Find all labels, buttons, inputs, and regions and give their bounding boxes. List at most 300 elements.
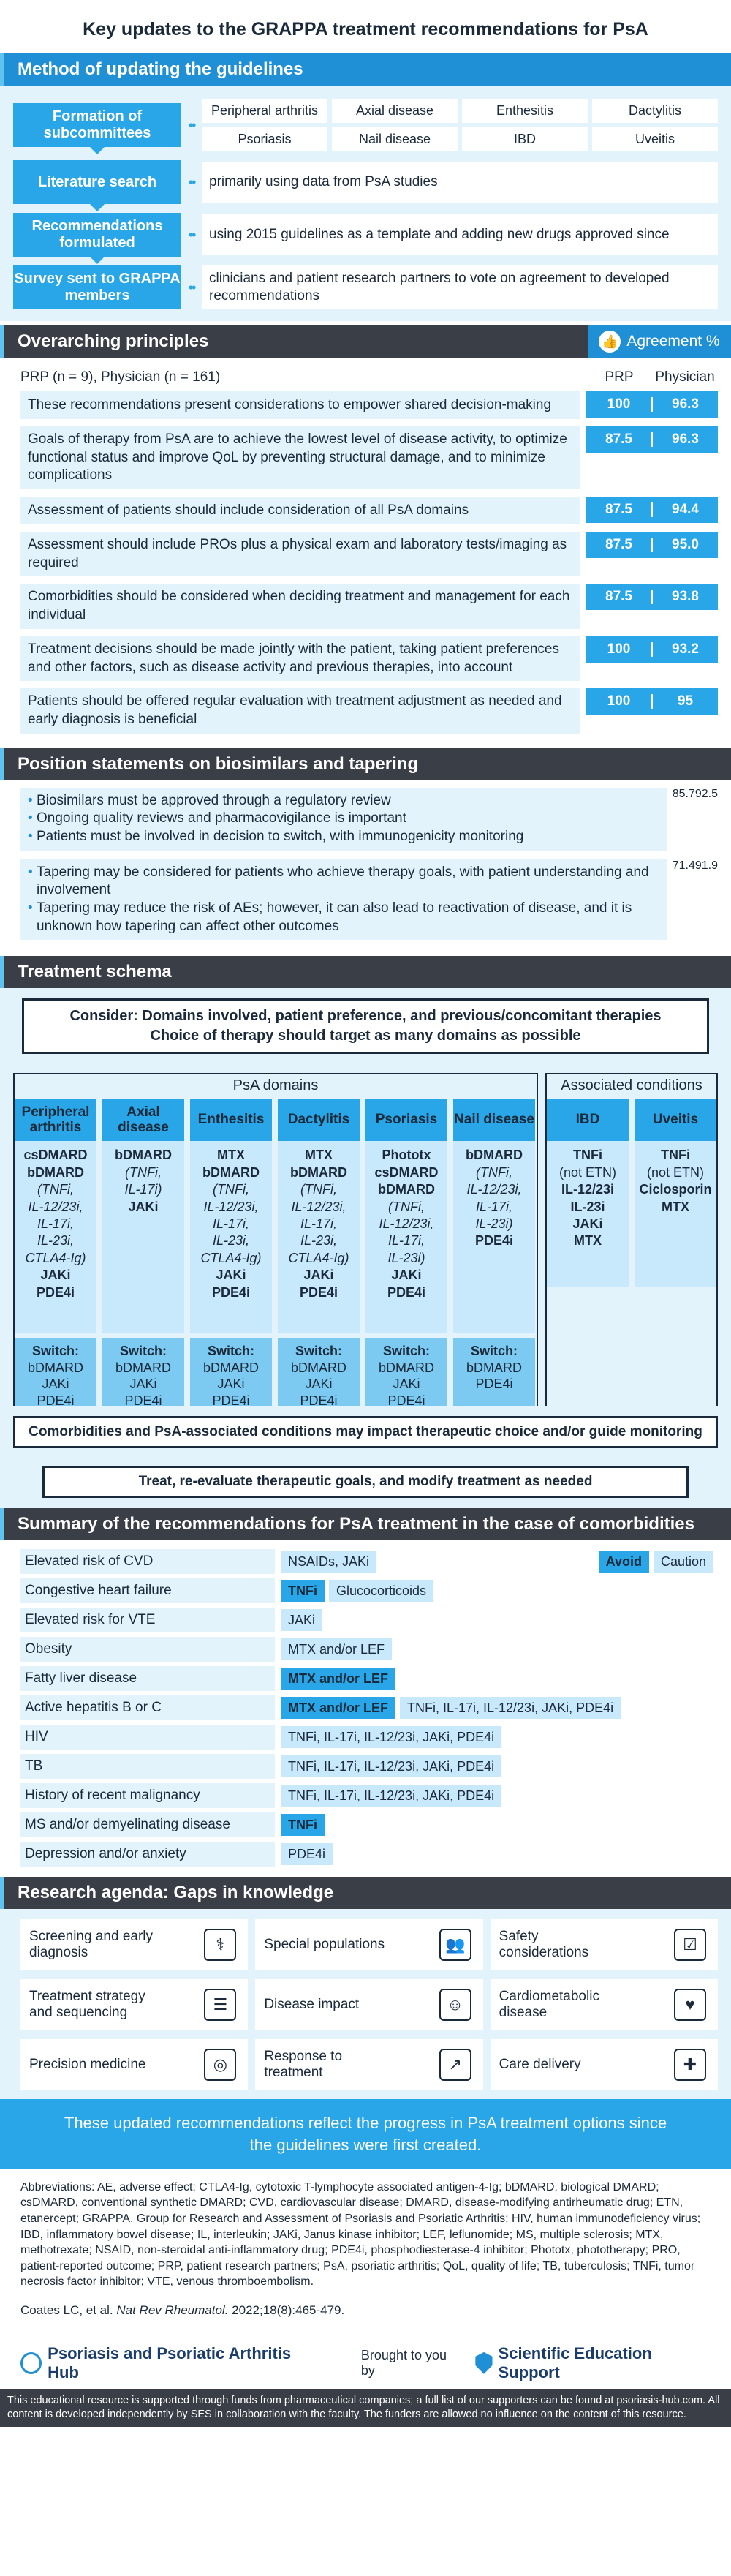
switch-line: Switch: [31, 1344, 79, 1359]
agreement-box [586, 391, 718, 418]
research-topic [255, 1979, 482, 2030]
prp-value: 87.5 [605, 432, 632, 447]
therapy-line: bDMARD [466, 1148, 523, 1163]
therapy-line: CTLA4-Ig) [200, 1250, 262, 1265]
prp-value: 100 [607, 693, 631, 709]
caution-tag: TNFi, IL-17i, IL-12/23i, JAKi, PDE4i [281, 1785, 501, 1807]
physician-value: 94.4 [672, 502, 699, 518]
therapy-line: IL-12/23i, [379, 1216, 434, 1231]
switch-line: bDMARD [202, 1360, 259, 1375]
therapy-line: bDMARD [290, 1164, 347, 1180]
caution-tag: PDE4i [281, 1843, 333, 1865]
caution-tag: MTX and/or LEF [281, 1638, 392, 1660]
subcommittee-item: Uveitis [592, 127, 718, 151]
method-row [13, 160, 718, 204]
page-title: Key updates to the GRAPPA treatment recommendations for PsA [83, 19, 648, 39]
comorbidity-row [20, 1754, 718, 1779]
subcommittee-item: Peripheral arthritis [202, 99, 327, 123]
domain-column [635, 1099, 716, 1287]
comorbidity-label: Elevated risk for VTE [20, 1608, 275, 1632]
therapy-line: (TNFi, [300, 1182, 337, 1197]
dots-icon: •• [188, 174, 195, 189]
research-topic [255, 2039, 482, 2090]
physician-value: 95.0 [672, 537, 699, 553]
principle-text: Comorbidities should be considered when deciding treatment and management for each individual [20, 584, 580, 628]
domain-column-therapies [547, 1141, 629, 1287]
position-bullet: • Biosimilars must be approved through a regulatory review [28, 792, 659, 810]
agreement-values [586, 497, 718, 524]
switch-line: Switch: [470, 1344, 518, 1359]
physician-value: 93.2 [672, 641, 699, 657]
physician-value: 93.8 [672, 589, 699, 605]
document-icon: ☰ [204, 1989, 236, 2021]
prp-column-label: PRP [605, 369, 634, 385]
comorbidity-row [20, 1695, 718, 1720]
domain-column [190, 1099, 272, 1406]
prp-value: 85.7 [672, 787, 695, 800]
therapy-line: PDE4i [299, 1284, 338, 1300]
switch-line: PDE4i [124, 1393, 162, 1408]
research-topic [255, 1919, 482, 1970]
therapy-line: MTX [574, 1233, 602, 1249]
therapy-line: IL-17i, [387, 1233, 425, 1249]
agreement-box [673, 859, 718, 873]
method-step-text: primarily using data from PsA studies [202, 162, 718, 203]
agreement-box [586, 532, 718, 558]
caution-tag: TNFi, IL-17i, IL-12/23i, JAKi, PDE4i [400, 1697, 621, 1719]
research-topic [20, 1919, 248, 1970]
comorbidities-section [0, 1540, 731, 1877]
therapy-line: JAKi [128, 1199, 159, 1214]
comorbidity-label: Fatty liver disease [20, 1666, 275, 1691]
domain-column-head: Nail disease [453, 1099, 535, 1141]
switch-line: Switch: [207, 1344, 254, 1359]
domain-column-head: Peripheral arthritis [15, 1099, 96, 1141]
therapy-line: Phototx [382, 1148, 431, 1163]
consider-box [22, 998, 709, 1054]
physician-value: 96.3 [672, 396, 699, 412]
comorbidity-row [20, 1812, 718, 1837]
target-icon: ◎ [204, 2049, 236, 2081]
principle-text: Assessment of patients should include consideration of all PsA domains [20, 497, 580, 524]
agreement-box [586, 688, 718, 715]
agreement-values [586, 584, 718, 628]
stethoscope-icon: ⚕ [204, 1929, 236, 1961]
therapy-line: JAKi [572, 1216, 603, 1231]
comorbidity-row [20, 1725, 718, 1750]
therapy-line: bDMARD [27, 1164, 84, 1180]
conclusion-banner: These updated recommendations reflect the progress in PsA treatment options since the guidelines were first created. [0, 2099, 731, 2169]
research-topic-label: Disease impact [264, 1996, 360, 2012]
prp-value: 100 [607, 396, 631, 412]
physician-value: 95 [677, 693, 694, 709]
treatment-schema [0, 988, 731, 1508]
switch-line: JAKi [129, 1376, 157, 1392]
therapy-line: TNFi [661, 1148, 690, 1163]
comorbidity-label: TB [20, 1754, 275, 1779]
research-topic [20, 2039, 248, 2090]
research-topic-label: Screening and early diagnosis [29, 1928, 153, 1961]
caution-tag: TNFi, IL-17i, IL-12/23i, JAKi, PDE4i [281, 1726, 501, 1748]
principle-row [20, 532, 718, 576]
therapy-line: IL-12/23i, [203, 1199, 259, 1214]
consider-line: Choice of therapy should target as many domains as possible [150, 1028, 581, 1044]
switch-box [366, 1338, 447, 1406]
caution-tag: Glucocorticoids [329, 1580, 433, 1602]
ses-name: Scientific Education Support [498, 2343, 652, 2381]
research-section-header [0, 1877, 731, 1909]
checklist-icon: ☑ [674, 1929, 706, 1961]
reference [0, 2293, 731, 2328]
research-topic-label: Cardiometabolic disease [499, 1988, 599, 2021]
subcommittee-item: IBD [462, 127, 588, 151]
comorbidity-note: Comorbidities and PsA-associated conditions may impact therapeutic choice and/or guide monitoring [13, 1416, 718, 1448]
overarching-heading: Overarching principles [18, 331, 209, 351]
hub-logo[interactable] [20, 2344, 317, 2382]
research-topic-label: Safety considerations [499, 1928, 589, 1961]
comorbidity-label: Elevated risk of CVD [20, 1549, 275, 1574]
therapy-line: IL-12/23i, [28, 1199, 83, 1214]
subcommittee-grid [202, 99, 718, 151]
research-topic-label: Treatment strategy and sequencing [29, 1988, 145, 2021]
comorbidity-label: HIV [20, 1725, 275, 1750]
method-heading: Method of updating the guidelines [18, 59, 303, 79]
domain-column [102, 1099, 184, 1406]
research-topic [491, 1919, 718, 1970]
schema-heading: Treatment schema [18, 962, 172, 982]
therapy-line: csDMARD [374, 1164, 439, 1180]
method-step-label: Literature search [13, 160, 181, 204]
agreement-values [586, 688, 718, 733]
comorbidity-row [20, 1666, 718, 1691]
legend-avoid: Avoid [599, 1551, 649, 1573]
comorbidity-label: Obesity [20, 1637, 275, 1662]
research-topic-label: Response to treatment [264, 2048, 343, 2081]
agreement-values [586, 636, 718, 681]
principle-text: Treatment decisions should be made jointly with the patient, taking patient preferences and other factors, such as disease activity and previous therapies, into account [20, 636, 580, 681]
research-agenda-grid [0, 1909, 731, 2099]
subcommittee-item: Nail disease [332, 127, 458, 151]
therapy-line: PDE4i [211, 1284, 251, 1300]
switch-line: PDE4i [475, 1376, 513, 1392]
principle-text: Patients should be offered regular evaluation with treatment adjustment as needed and early diagnosis is beneficial [20, 688, 580, 733]
hub-logo-icon [20, 2352, 42, 2374]
method-row [13, 213, 718, 257]
therapy-line: MTX [305, 1148, 333, 1163]
switch-box [102, 1338, 184, 1406]
physician-value: 96.3 [672, 432, 699, 447]
therapy-line: IL-23i) [475, 1216, 513, 1231]
dots-icon: •• [188, 117, 195, 132]
therapy-line: IL-17i, [475, 1199, 513, 1214]
switch-line: PDE4i [387, 1393, 425, 1408]
prp-value: 87.5 [605, 502, 632, 518]
comorbidity-rows [20, 1549, 718, 1867]
disclaimer: This educational resource is supported through funds from pharmaceutical companies; a full list of our supporters can be found at psoriasis-hub.com. All content is developed independently by SES in collaboration with the faculty. The funders are allowed no influence on the content of this resource. [0, 2389, 731, 2427]
subcommittee-item: Enthesitis [462, 99, 588, 123]
principle-row [20, 636, 718, 681]
domain-column-therapies [15, 1141, 96, 1333]
schema-section-header [0, 956, 731, 988]
method-step-label: Survey sent to GRAPPA members [13, 265, 181, 309]
therapy-line: bDMARD [378, 1182, 435, 1197]
principle-row [20, 584, 718, 628]
agreement-box [586, 584, 718, 610]
agreement-badge [588, 325, 731, 358]
ses-logo-icon [475, 2352, 492, 2374]
domain-column-head: Axial disease [102, 1099, 184, 1141]
therapy-line: Ciclosporin [639, 1182, 712, 1197]
avoid-tag: TNFi [281, 1814, 325, 1836]
domain-column-therapies [366, 1141, 447, 1333]
subcommittee-item: Axial disease [332, 99, 458, 123]
research-topic [491, 2039, 718, 2090]
psa-domain-columns [15, 1099, 537, 1406]
therapy-line: (not ETN) [558, 1164, 616, 1180]
position-bullet: • Patients must be involved in decision to switch, with immunogenicity monitoring [28, 828, 659, 846]
medical-kit-icon: ✚ [674, 2049, 706, 2081]
research-topic [491, 1979, 718, 2030]
domain-column-head: IBD [547, 1099, 629, 1141]
comorbidity-row [20, 1842, 718, 1867]
domain-column [547, 1099, 629, 1287]
dots-icon: •• [188, 279, 195, 295]
treat-note: Treat, re-evaluate therapeutic goals, and modify treatment as needed [42, 1466, 689, 1498]
avoid-tag: TNFi [281, 1580, 325, 1602]
respondent-counts: PRP (n = 9), Physician (n = 161) [20, 369, 221, 385]
domain-column [366, 1099, 447, 1406]
switch-line: bDMARD [290, 1360, 346, 1375]
switch-box [453, 1338, 535, 1406]
position-row [20, 859, 718, 941]
agreement-label: Agreement % [626, 333, 720, 350]
switch-line: JAKi [305, 1376, 333, 1392]
caution-tag: TNFi, IL-17i, IL-12/23i, JAKi, PDE4i [281, 1755, 501, 1777]
legend [599, 1551, 718, 1573]
therapy-line: IL-23i, [212, 1233, 250, 1249]
principle-text: Goals of therapy from PsA are to achieve the lowest level of disease activity, to optimize functional status and improve QoL by preventing structural damage, and to minimize complications [20, 426, 580, 489]
switch-line: Switch: [119, 1344, 167, 1359]
domain-column-therapies [102, 1141, 184, 1333]
physician-value: 91.9 [694, 859, 718, 872]
comorbidity-row [20, 1608, 718, 1632]
switch-line: JAKi [393, 1376, 420, 1392]
agreement-values [586, 426, 718, 489]
therapy-line: CTLA4-Ig) [25, 1250, 86, 1265]
people-icon: 👥 [439, 1929, 471, 1961]
psa-domains-group [13, 1073, 538, 1406]
therapy-line: (TNFi, [213, 1182, 249, 1197]
research-topic-label: Special populations [264, 1936, 385, 1952]
faces-icon: ☺ [439, 1989, 471, 2021]
method-section-header [0, 53, 731, 86]
overarching-section [0, 358, 731, 748]
legend-caution: Caution [654, 1551, 713, 1573]
prp-value: 87.5 [605, 589, 632, 605]
therapy-line: CTLA4-Ig) [288, 1250, 349, 1265]
domain-column [453, 1099, 535, 1406]
avoid-tag: MTX and/or LEF [281, 1668, 395, 1690]
therapy-line: JAKi [391, 1268, 422, 1283]
method-step-label: Formation of subcommittees [13, 103, 181, 147]
domain-column [278, 1099, 360, 1406]
brought-by-label: Brought to you by [360, 2347, 447, 2378]
domain-column-head: Psoriasis [366, 1099, 447, 1141]
overarching-column-header [20, 364, 718, 391]
hub-name: Psoriasis and Psoriatic Arthritis Hub [48, 2343, 292, 2381]
therapy-line: TNFi [573, 1148, 602, 1163]
comorbidity-label: Depression and/or anxiety [20, 1842, 275, 1867]
abbreviations: Abbreviations: AE, adverse effect; CTLA4-Ig, cytotoxic T-lymphocyte associated antigen-4-Ig; bDMARD, biological DMARD; csDMARD, conventional synthetic DMARD; CVD, cardiovascular disease; DMARD, disease-modifying antirheumatic drug; ETN, etanercept; GRAPPA, Group for Research and Assessment of Psoriasis and Psoriatic Arthritis; HIV, human immunodeficiency virus; IBD, inflammatory bowel disease; IL, interleukin; JAKi, Janus kinase inhibitor; LEF, leflunomide; MS, multiple sclerosis; MTX, methotrexate; NSAID, non-steroidal anti-inflammatory drug; PDE4i, phosphodiesterase-4 inhibitor; Phototx, phototherapy; PRO, patient-reported outcome; PRP, patient research partners; PsA, psoriatic arthritis; QoL, quality of life; TB, tuberculosis; TNFi, tumor necrosis factor inhibitor; VTE, venous thromboembolism. [20, 2180, 701, 2289]
domain-column-therapies [278, 1141, 360, 1333]
therapy-line: MTX [662, 1199, 689, 1214]
switch-line: JAKi [42, 1376, 69, 1392]
therapy-line: MTX [217, 1148, 245, 1163]
agreement-box [586, 426, 718, 453]
heartbeat-icon: ♥ [674, 1989, 706, 2021]
principle-text: These recommendations present considerations to empower shared decision-making [20, 391, 580, 419]
switch-line: bDMARD [378, 1360, 434, 1375]
agreement-values [673, 859, 718, 941]
position-section [0, 780, 731, 957]
domain-column-head: Dactylitis [278, 1099, 360, 1141]
reference-journal: Nat Rev Rheumatol. [116, 2302, 229, 2317]
physician-value: 92.5 [694, 787, 718, 800]
trend-chart-icon: ↗ [439, 2049, 471, 2081]
associated-condition-columns [547, 1099, 716, 1287]
overarching-rows [20, 391, 718, 734]
ses-logo[interactable] [475, 2344, 711, 2382]
therapy-line: IL-23i [570, 1199, 605, 1214]
principle-row [20, 391, 718, 419]
agreement-values [673, 788, 718, 851]
domain-column-head: Uveitis [635, 1099, 716, 1141]
switch-line: JAKi [217, 1376, 245, 1392]
switch-box [190, 1338, 272, 1406]
dots-icon: •• [188, 227, 195, 242]
caution-tag: NSAIDs, JAKi [281, 1551, 376, 1573]
research-topic [20, 1979, 248, 2030]
therapy-line: JAKi [303, 1268, 334, 1283]
therapy-line: PDE4i [36, 1284, 75, 1300]
position-bullets [20, 788, 667, 851]
therapy-line: PDE4i [474, 1233, 514, 1249]
psa-domains-label: PsA domains [232, 1077, 319, 1094]
therapy-line: (TNFi, [37, 1182, 74, 1197]
comorbidity-row [20, 1637, 718, 1662]
switch-line: bDMARD [115, 1360, 171, 1375]
domain-column-therapies [453, 1141, 535, 1333]
therapy-line: (TNFi, [476, 1164, 512, 1180]
domain-column [15, 1099, 96, 1406]
switch-line: PDE4i [212, 1393, 250, 1408]
avoid-tag: MTX and/or LEF [281, 1697, 395, 1719]
therapy-line: IL-23i, [300, 1233, 338, 1249]
therapy-line: csDMARD [23, 1148, 88, 1163]
switch-line: PDE4i [300, 1393, 338, 1408]
principle-row [20, 426, 718, 489]
therapy-line: IL-23i, [37, 1233, 75, 1249]
method-row [13, 265, 718, 309]
method-row [13, 99, 718, 151]
therapy-line: (TNFi, [125, 1164, 162, 1180]
agreement-values [586, 391, 718, 419]
switch-line: Switch: [295, 1344, 342, 1359]
comorbidity-row [20, 1549, 718, 1574]
therapy-line: PDE4i [387, 1284, 426, 1300]
caution-tag: JAKi [281, 1609, 322, 1631]
comorbidity-label: Active hepatitis B or C [20, 1695, 275, 1720]
comorbidity-row [20, 1578, 718, 1603]
research-topic-label: Precision medicine [29, 2056, 146, 2072]
overarching-section-header [0, 325, 731, 358]
agreement-box [586, 497, 718, 523]
principle-row [20, 688, 718, 733]
subcommittee-item: Dactylitis [592, 99, 718, 123]
switch-line: PDE4i [37, 1393, 75, 1408]
therapy-line: IL-17i, [37, 1216, 75, 1231]
method-step-text: using 2015 guidelines as a template and adding new drugs approved since [202, 214, 718, 255]
reference-authors: Coates LC, et al. [20, 2302, 113, 2317]
therapy-line: IL-12/23i [561, 1182, 615, 1197]
footer-logos [0, 2328, 731, 2389]
position-row [20, 788, 718, 851]
domain-column-head: Enthesitis [190, 1099, 272, 1141]
therapy-line: JAKi [216, 1268, 246, 1283]
domain-column-therapies [635, 1141, 716, 1287]
therapy-line: IL-23i) [387, 1250, 425, 1265]
comorbidity-row [20, 1783, 718, 1808]
associated-conditions-label: Associated conditions [561, 1077, 702, 1094]
therapy-line: IL-17i) [124, 1182, 162, 1197]
research-topic-label: Care delivery [499, 2056, 581, 2072]
domain-column-therapies [190, 1141, 272, 1333]
therapy-line: IL-12/23i, [291, 1199, 346, 1214]
position-bullet: • Tapering may reduce the risk of AEs; however, it can also lead to reactivation of disease, and it is unknown how tapering can affect other outcomes [28, 900, 659, 935]
comorbidities-section-header [0, 1508, 731, 1540]
comorbidity-label: Congestive heart failure [20, 1578, 275, 1603]
agreement-box [586, 636, 718, 663]
switch-line: Switch: [382, 1344, 430, 1359]
therapy-line: IL-17i, [300, 1216, 338, 1231]
position-heading: Position statements on biosimilars and tapering [18, 753, 419, 774]
physician-column-label: Physician [655, 369, 715, 385]
position-bullets [20, 859, 667, 941]
therapy-line: bDMARD [202, 1164, 260, 1180]
switch-line: bDMARD [466, 1360, 522, 1375]
therapy-line: IL-12/23i, [466, 1182, 522, 1197]
method-step-text: clinicians and patient research partners to vote on agreement to developed recommendations [202, 265, 718, 309]
prp-value: 87.5 [605, 537, 632, 553]
therapy-line: (TNFi, [388, 1199, 425, 1214]
thumbs-up-icon: 👍 [599, 331, 621, 353]
prp-value: 71.4 [672, 859, 695, 872]
subcommittee-item: Psoriasis [202, 127, 327, 151]
therapy-line: JAKi [40, 1268, 71, 1283]
research-heading: Research agenda: Gaps in knowledge [18, 1883, 334, 1903]
method-section [0, 86, 731, 321]
position-bullet: • Tapering may be considered for patients who achieve therapy goals, with patient understanding and involvement [28, 864, 659, 900]
position-section-header [0, 748, 731, 780]
position-bullet: • Ongoing quality reviews and pharmacovigilance is important [28, 810, 659, 828]
principle-text: Assessment should include PROs plus a physical exam and laboratory tests/imaging as required [20, 532, 580, 576]
agreement-values [586, 532, 718, 576]
position-rows [20, 788, 718, 941]
prp-value: 100 [607, 641, 631, 657]
comorbidity-label: History of recent malignancy [20, 1783, 275, 1808]
therapy-line: bDMARD [115, 1148, 172, 1163]
comorbidities-heading: Summary of the recommendations for PsA treatment in the case of comorbidities [18, 1514, 694, 1534]
